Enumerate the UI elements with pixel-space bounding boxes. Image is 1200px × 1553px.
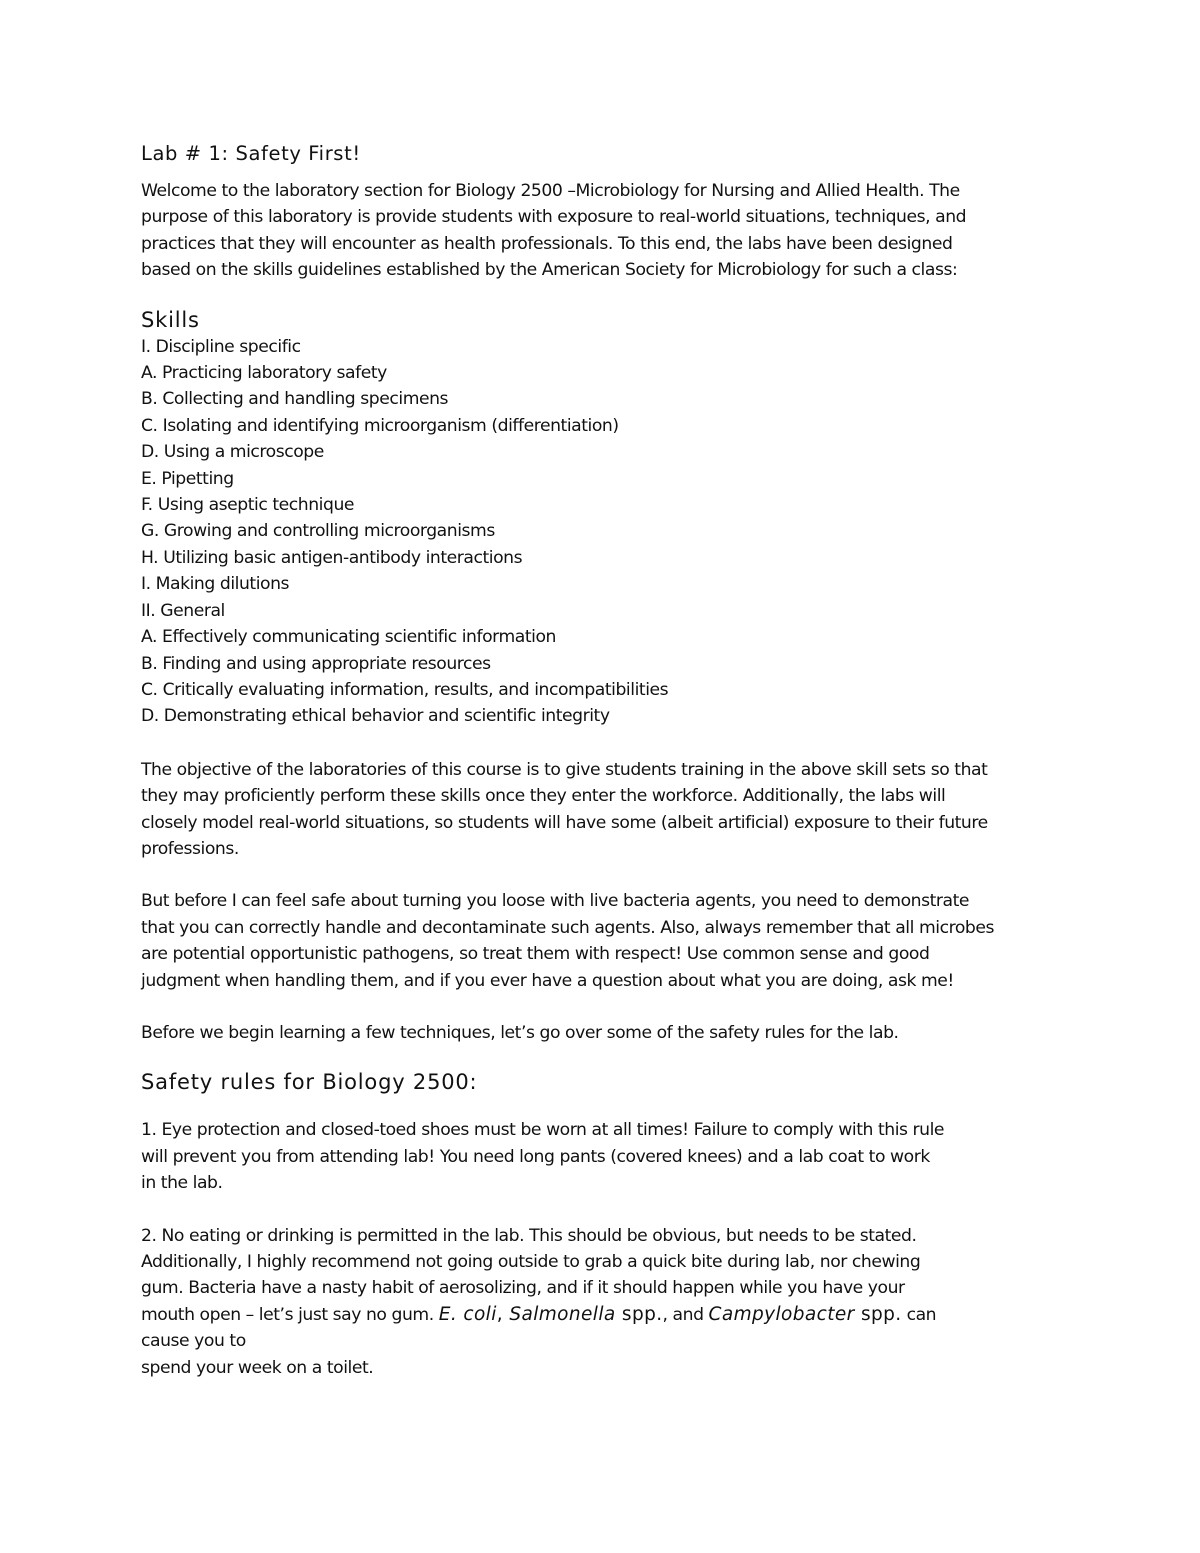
skill-item: E. Pipetting (141, 468, 234, 489)
skill-item: B. Finding and using appropriate resources (141, 653, 491, 674)
skill-item: I. Making dilutions (141, 574, 290, 595)
skill-item: D. Demonstrating ethical behavior and scientific integrity (141, 706, 610, 727)
rule-line: in the lab. (141, 1173, 223, 1194)
intro-line: Welcome to the laboratory section for Biology 2500 –Microbiology for Nursing and Allied Health. The (141, 181, 960, 201)
skill-item: A. Effectively communicating scientific information (141, 627, 556, 648)
rule-line: cause you to (141, 1331, 246, 1352)
rule-line: 2. No eating or drinking is permitted in the lab. This should be obvious, but needs to be stated. (141, 1225, 917, 1246)
objective-line: professions. (141, 838, 239, 859)
skill-item: G. Growing and controlling microorganisms (141, 521, 495, 542)
species-spp: spp. (615, 1303, 663, 1325)
rule-line: gum. Bacteria have a nasty habit of aerosolizing, and if it should happen while you have your (141, 1278, 905, 1299)
caution-line: judgment when handling them, and if you ever have a question about what you are doing, ask me! (141, 970, 954, 991)
species-salmonella: Salmonella (509, 1303, 616, 1325)
safety-rule-1 (141, 1117, 1061, 1196)
document-title: Lab # 1: Safety First! (141, 142, 361, 165)
intro-line: based on the skills guidelines established by the American Society for Microbiology for such a class: (141, 260, 958, 281)
rule-line: Additionally, I highly recommend not going outside to grab a quick bite during lab, nor chewing (141, 1252, 921, 1272)
rule-line: spend your week on a toilet. (141, 1357, 374, 1378)
skill-item: B. Collecting and handling specimens (141, 389, 449, 410)
skill-item: A. Practicing laboratory safety (141, 363, 387, 384)
safety-rules-heading: Safety rules for Biology 2500: (141, 1070, 478, 1095)
document-body (141, 140, 1061, 1381)
intro-paragraph (141, 178, 1061, 284)
safety-rule-2 (141, 1223, 1061, 1381)
species-ecoli: E. coli (438, 1303, 497, 1325)
species-spp: spp. (854, 1303, 902, 1325)
objective-line: they may proficiently perform these skills once they enter the workforce. Additionally, the labs will (141, 786, 946, 807)
rule-line: 1. Eye protection and closed-toed shoes must be worn at all times! Failure to comply with this rule (141, 1120, 945, 1141)
caution-line: are potential opportunistic pathogens, so treat them with respect! Use common sense and good (141, 944, 930, 965)
objective-line: The objective of the laboratories of this course is to give students training in the above skill sets so that (141, 759, 988, 780)
species-separator: , (496, 1303, 510, 1325)
rule-line: will prevent you from attending lab! You need long pants (covered knees) and a lab coat to work (141, 1146, 930, 1167)
objective-line: closely model real-world situations, so students will have some (albeit artificial) exposure to their future (141, 812, 988, 833)
intro-line: practices that they will encounter as health professionals. To this end, the labs have been designed (141, 233, 953, 254)
skill-item: C. Critically evaluating information, results, and incompatibilities (141, 679, 669, 700)
skills-heading: Skills (141, 307, 200, 332)
caution-line: that you can correctly handle and decontaminate such agents. Also, always remember that all microbes (141, 917, 994, 938)
species-and: , and (662, 1304, 709, 1325)
skill-item: D. Using a microscope (141, 442, 324, 463)
intro-line: purpose of this laboratory is provide students with exposure to real-world situations, techniques, and (141, 207, 967, 228)
objective-paragraph (141, 757, 1061, 863)
skills-list (141, 334, 1061, 730)
skill-item: H. Utilizing basic antigen-antibody interactions (141, 547, 523, 568)
skill-item: C. Isolating and identifying microorganism (differentiation) (141, 415, 619, 436)
before-paragraph: Before we begin learning a few techniques, let’s go over some of the safety rules for the lab. (141, 1022, 899, 1043)
caution-paragraph (141, 888, 1061, 994)
species-campylobacter: Campylobacter (708, 1303, 855, 1325)
caution-line: But before I can feel safe about turning you loose with live bacteria agents, you need to demonstrate (141, 891, 970, 912)
skill-item: I. Discipline specific (141, 336, 301, 357)
skill-item: II. General (141, 600, 225, 621)
rule-line-tail: can (901, 1304, 937, 1325)
skill-item: F. Using aseptic technique (141, 495, 355, 516)
rule-line-lead: mouth open – let’s just say no gum. (141, 1304, 439, 1325)
